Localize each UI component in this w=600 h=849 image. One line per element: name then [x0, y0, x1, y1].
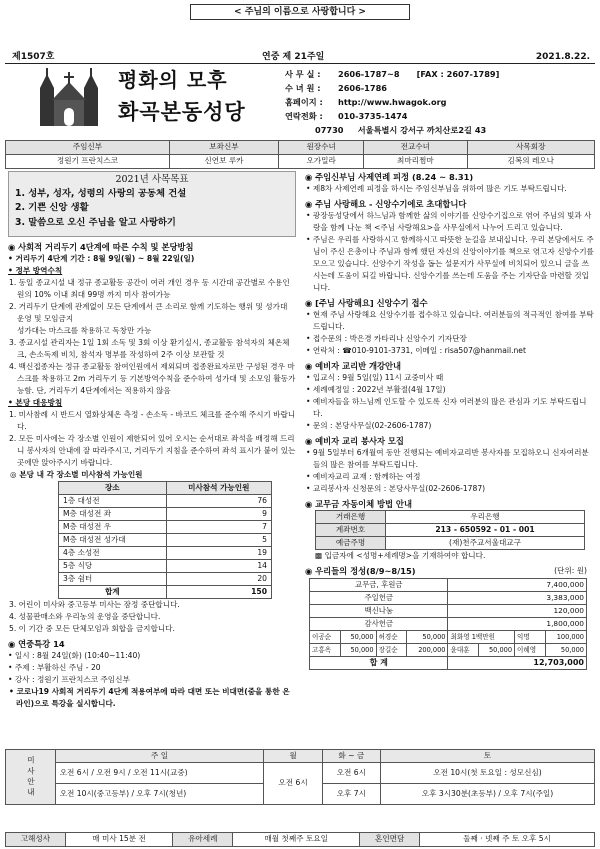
mass-schedule-table: 미사안내 주 일 월 화 ~ 금 토 오전 6시 / 오전 9시 / 오전 11시(교중) 오전 6시 오전 6시 오전 10시(첫 토요일 : 성모신심) 오전 10시(중고등부) / 오후 7시(청년) 오후 7시 오후 3시30분(초등부) / 오후 7시(주일): [5, 749, 595, 805]
donation-table: 교무금, 후원금 7,400,000 주일헌금 3,383,000 백신나눔 120,000 감사헌금 1,800,000 이공순 50,000 허경순 50,000 최화영 1백만원 익명 100,000 고홍옥 50,000 장길순 200,000 윤대훈 50,000 이혜영 50,000 합 계 12,703,000: [309, 578, 587, 670]
divider: [5, 63, 595, 64]
right-column: ◉ 주임신부님 사제연례 피정 (8.24 ~ 8.31) • 제8차 사제연례 피정을 하시는 주임신부님을 위하여 많은 기도 부탁드립니다. ◉ 주님 사랑해요 - 신앙수기에로 초대합니다 • 광장동성당에서 하느님과 함께한 삶의 이야기를 신앙수기집으로 엮어 주님의 빛과 사랑을 함께 나눈 책 <주님 사랑해요>을 사무실에서 나누어 드리고 있습니다. • 주님은 우리를 사랑하시고 함께하시고 따뜻한 눈길을 보내십니다. 우리 본당에서도 주님이 주신 은총이나 주님과 함께 했던 자신의 신앙이야기를 책으로 엮고자 신앙수기를 모으고 있습니다. 신앙수기 작성을 돕는 설문지가 사무실에 비치되어 있으니 글을 쓰시는데 도움이 되길 바랍니다. 신앙수기를 쓰는데 도움을 주는 기자단을 마련할 것입니다. ◉ [주님 사랑해요] 신앙수기 접수 • 현재 주님 사랑해요 신앙수기를 접수하고 있습니다. 여러분들의 적극적인 참여를 부탁드립니다. • 접수문의 : 박은경 카타리나 신앙수기 기자단장 • 연락처 : ☎010-9101-3731, 이메일 : risa507@hanmail.net ◉ 예비자 교리반 개강안내 • 입교식 : 9월 5일(일) 11시 교중미사 때 • 세례예정일 : 2022년 부활절(4월 17일) • 예비자들을 하느님께 인도할 수 있도록 신자 여러분의 많은 관심과 기도 부탁드립니다. • 문의 : 본당사무실(02-2606-1787) ◉ 예비자 교리 봉사자 모집 • 9월 5일부터 6개월여 동안 진행되는 예비자교리반 봉사자를 모집하오니 신자여러분들의 많은 참여를 부탁드립니다. • 예비자교리 교재 : 함께하는 여정 • 교리봉사자 신청문의 : 본당사무실(02-2606-1787) ◉ 교무금 자동이체 방법 안내 거래은행 우리은행 계좌번호 213 - 650592 - 01 - 001 예금주명 (재)천주교서울대교구 ▩ 입금자에 <성명+세례명>을 기재하여야 합니다. ◉ 우리들의 정성(8/9~8/15) (단위: 원) 교무금, 후원금 7,400,000 주일헌금 3,383,000 백신나눔 120,000 감사헌금 1,800,000 이공순 50,000 허경순 50,000 최화영 1백만원 익명 100,000 고홍옥 50,000 장길순 200,000 윤대훈 50,000 이혜영 50,000 합 계 12,703,000: [305, 171, 595, 670]
clergy-table: 주임신부 보좌신부 원장수녀 전교수녀 사목회장 정원기 프란치스코 신연보 루카 오가밀라 최마리쩜마 김복의 레오나: [5, 140, 595, 169]
church-logo-icon: [38, 68, 100, 128]
parish-title-line2: 화곡본동성당: [118, 99, 246, 124]
pastoral-goals-box: 2021년 사목목표 1. 성부, 성자, 성령의 사랑의 공동체 건설 2. 기쁜 신앙 생활 3. 말씀으로 오신 주님을 알고 사랑하기: [8, 171, 296, 237]
sacrament-footer: 고해성사 매 미사 15분 전 유아세례 매월 첫째주 토요일 혼인면담 둘째 · 넷째 주 토 오후 5시: [5, 832, 595, 847]
issue-date: 2021.8.22.: [535, 52, 590, 62]
left-column: ◉ 사회적 거리두기 4단계에 따른 수칙 및 본당방침 • 거리두기 4단계 기간 : 8월 9일(월) ~ 8월 22일(일) • 정부 방역수칙 1. 동일 종교시설 내 정규 종교활동 공간이 여러 개인 경우 동 시간대 공간별로 수용인원의 10% 이내 최대 99명 까지 미사 참여가능 2. 거리두기 단계에 관계없이 모든 단계에서 큰 소리로 함께 기도하는 행위 및 성가대 운영 및 모임금지 성가대는 마스크를 착용하고 독창만 가능 3. 종교시설 관리자는 1일 1회 소독 및 3회 이상 환기실시, 종교활동 참석자의 체온체크, 손소독제 비치, 참석자 명부를 작성하여 2주 이상 보관할 것 4. 백신접종자는 정규 종교활동 참여인원에서 제외되며 접종완료자로만 구성된 경우 마스크를 착용하고 2m 거리두기 등 기본방역수칙을 준수하여 성가대 및 소모임 활동가능함. 단, 거리두기 4단계에서는 적용하지 않음 • 본당 대응방침 1. 미사참례 시 반드시 열화상체온 측정 - 손소독 - 바코드 체크를 준수해 주시기 바랍니다. 2. 모든 미사에는 각 장소별 인원이 제한되어 있어 오시는 순서대로 좌석을 배정해 드리니 봉사자의 안내에 잘 따라주시고, 거리두기 지침을 준수하여 좌석 표시가 붙어 있는 곳에만 앉아주시기 바랍니다. ◎ 본당 내 각 장소별 미사참석 가능인원 장소 미사참석 가능인원 1층 대성전 76 M층 대성전 좌 9 M층 대성전 우 7 M층 대성전 성가대 5 4층 소성전 19 5층 식당 14 3층 쉼터 20 합계 150 3. 어린이 미사와 중고등부 미사는 잠정 중단합니다. 4. 성물판매소와 우리농의 운영을 중단합니다. 5. 이 기간 중 모든 단체모임과 회합을 금지합니다. ◉ 연중특강 14 • 일시 : 8월 24일(화) (10:40~11:40) • 주제 : 부활하신 주님 - 20 • 강사 : 정원기 프란치스코 주임신부 • 코로나19 사회적 거리두기 4단계 적용여부에 따라 대면 또는 비대면(줌을 통한 온라인)으로 특강을 실시합니다.: [8, 242, 296, 708]
website-link[interactable]: http://www.hwagok.org: [338, 97, 447, 107]
contact-info: 사 무 실 : 2606-1787~8 [FAX : 2607-1789] 수 녀 원 : 2606-1786 홈페이지 : http://www.hwagok.org 연락전화 : 010-3735-1474 07730 서울특별시 강서구 까치산로2길 43: [285, 69, 500, 135]
parish-title-line1: 평화의 모후: [118, 68, 228, 92]
liturgical-week: 연중 제 21주일: [262, 52, 325, 62]
account-table: 거래은행 우리은행 계좌번호 213 - 650592 - 01 - 001 예금주명 (재)천주교서울대교구: [315, 510, 585, 550]
seat-capacity-table: 장소 미사참석 가능인원 1층 대성전 76 M층 대성전 좌 9 M층 대성전 우 7 M층 대성전 성가대 5 4층 소성전 19 5층 식당 14 3층 쉼터 20 합계 150: [58, 481, 272, 599]
issue-number: 제1507호: [12, 52, 55, 62]
top-banner: < 주님의 이름으로 사랑합니다 >: [190, 4, 410, 20]
